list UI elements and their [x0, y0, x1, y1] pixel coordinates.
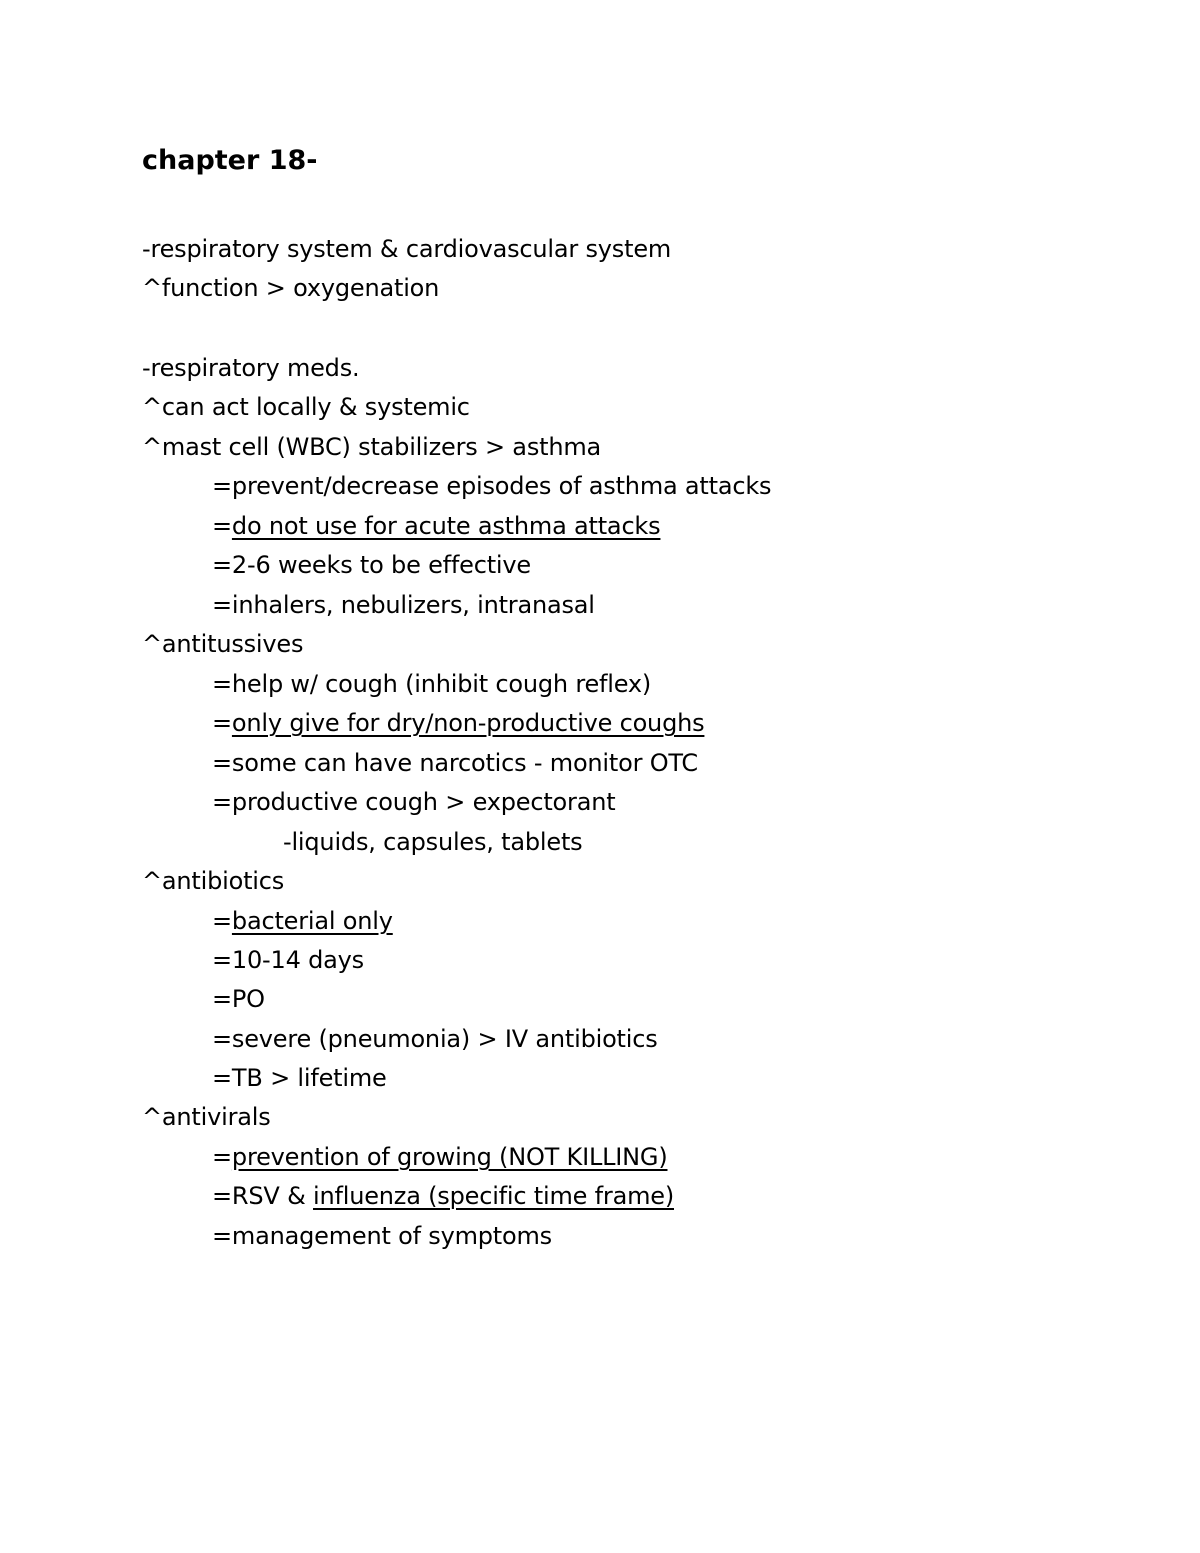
item-prefix: = — [212, 709, 232, 737]
mast-cell-item: =2-6 weeks to be effective — [212, 551, 531, 579]
antivirals-item: =management of symptoms — [212, 1222, 552, 1250]
meds-act-line: ^can act locally & systemic — [142, 393, 470, 421]
antivirals-heading: ^antivirals — [142, 1103, 271, 1131]
antivirals-item — [212, 1176, 674, 1216]
item-prefix: =RSV & — [212, 1182, 314, 1210]
mast-cell-item: =prevent/decrease episodes of asthma attacks — [212, 472, 772, 500]
overview-line-systems: -respiratory system & cardiovascular system — [142, 235, 672, 263]
underlined-text: do not use for acute asthma attacks — [231, 512, 661, 540]
antitussives-item — [212, 703, 704, 743]
antitussives-item: =some can have narcotics - monitor OTC — [212, 749, 698, 777]
antibiotics-item: =severe (pneumonia) > IV antibiotics — [212, 1025, 658, 1053]
antibiotics-item: =PO — [212, 985, 265, 1013]
underlined-text: prevention of growing (NOT KILLING) — [231, 1143, 668, 1171]
antibiotics-item — [212, 901, 393, 941]
antibiotics-item: =TB > lifetime — [212, 1064, 387, 1092]
page-title: chapter 18- — [142, 145, 318, 176]
antitussives-heading: ^antitussives — [142, 630, 304, 658]
underlined-text: bacterial only — [231, 907, 393, 935]
underlined-text: influenza (specific time frame) — [313, 1182, 674, 1210]
antibiotics-heading: ^antibiotics — [142, 867, 285, 895]
antitussives-subitem: -liquids, capsules, tablets — [283, 828, 583, 856]
mast-cell-heading: ^mast cell (WBC) stabilizers > asthma — [142, 433, 602, 461]
mast-cell-item: =inhalers, nebulizers, intranasal — [212, 591, 595, 619]
antivirals-item — [212, 1137, 667, 1177]
antibiotics-item: =10-14 days — [212, 946, 364, 974]
antitussives-item: =productive cough > expectorant — [212, 788, 616, 816]
item-prefix: = — [212, 512, 232, 540]
overview-line-function: ^function > oxygenation — [142, 274, 440, 302]
mast-cell-item — [212, 506, 660, 546]
item-prefix: = — [212, 907, 232, 935]
item-prefix: = — [212, 1143, 232, 1171]
underlined-text: only give for dry/non-productive coughs — [231, 709, 705, 737]
meds-heading: -respiratory meds. — [142, 354, 360, 382]
antitussives-item: =help w/ cough (inhibit cough reflex) — [212, 670, 652, 698]
